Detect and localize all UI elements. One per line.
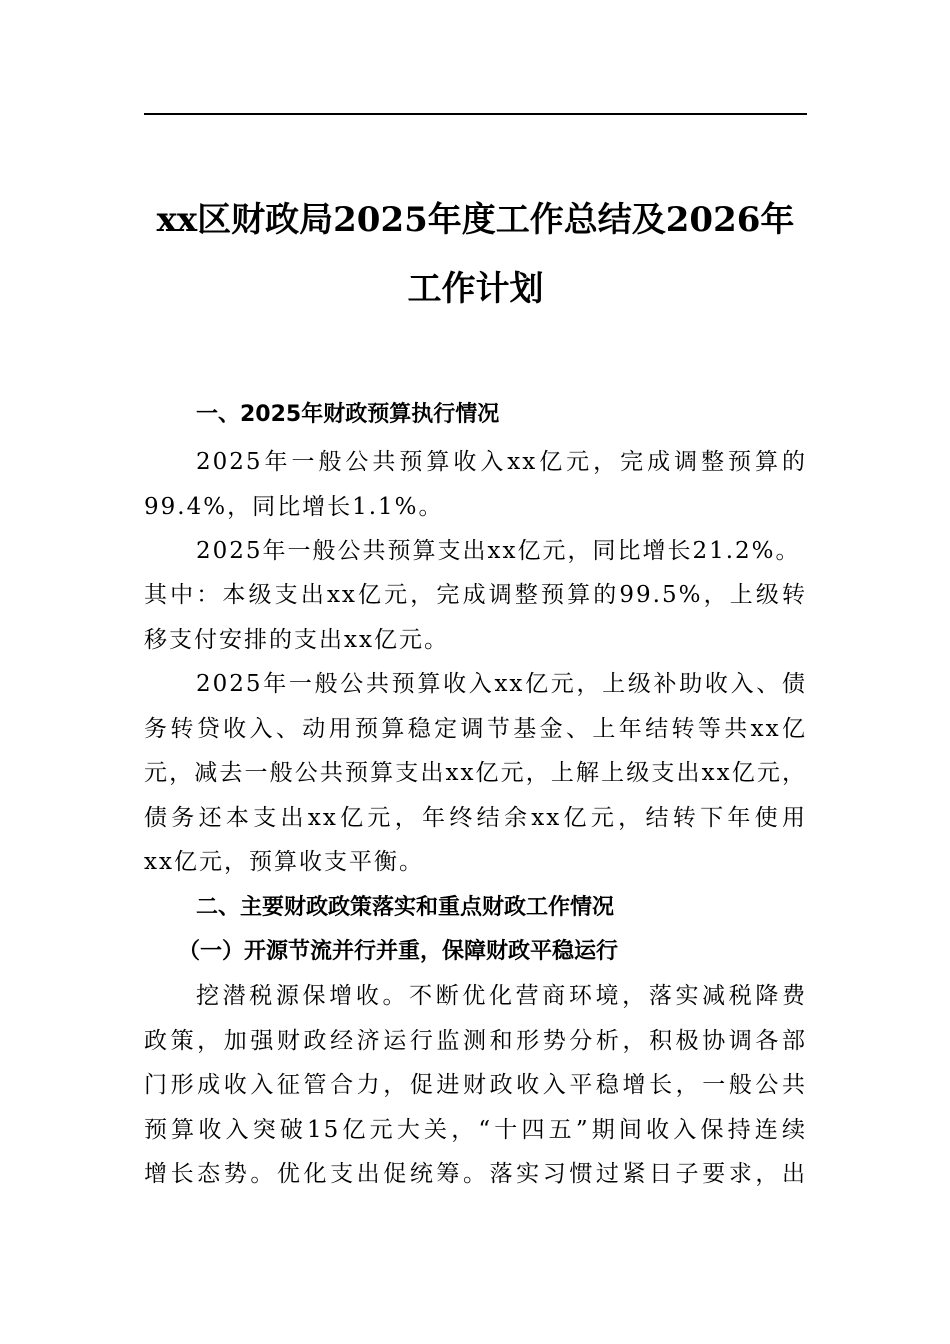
paragraph-line: 移支付安排的支出xx亿元。 [144, 627, 449, 653]
header-rule [144, 113, 807, 115]
document-title-line-1: xx区财政局2025年度工作总结及2026年 [156, 200, 795, 240]
paragraph-line: 挖潜税源保增收。不断优化营商环境，落实减税降费 [196, 983, 807, 1009]
paragraph-line: 政策，加强财政经济运行监测和形势分析，积极协调各部 [144, 1028, 807, 1054]
paragraph-line: 元，减去一般公共预算支出xx亿元，上解上级支出xx亿元， [144, 760, 807, 786]
section-1-heading: 一、2025年财政预算执行情况 [196, 402, 500, 427]
paragraph-line: 增长态势。优化支出促统筹。落实习惯过紧日子要求，出 [144, 1161, 807, 1187]
section-2-subheading: （一）开源节流并行并重，保障财政平稳运行 [178, 939, 619, 964]
section-2-heading: 二、主要财政政策落实和重点财政工作情况 [196, 895, 615, 920]
document-title-line-2: 工作计划 [407, 269, 544, 309]
paragraph-line: xx亿元，预算收支平衡。 [144, 849, 424, 875]
paragraph-line: 2025年一般公共预算收入xx亿元，完成调整预算的 [196, 449, 807, 475]
paragraph-line: 99.4%，同比增长1.1%。 [144, 494, 444, 520]
paragraph-line: 2025年一般公共预算收入xx亿元，上级补助收入、债 [196, 671, 807, 697]
paragraph-line: 务转贷收入、动用预算稳定调节基金、上年结转等共xx亿 [144, 716, 807, 742]
paragraph-line: 债务还本支出xx亿元，年终结余xx亿元，结转下年使用 [144, 805, 807, 831]
paragraph-line: 其中：本级支出xx亿元，完成调整预算的99.5%，上级转 [144, 582, 807, 608]
paragraph-line: 门形成收入征管合力，促进财政收入平稳增长，一般公共 [144, 1072, 807, 1098]
paragraph-line: 预算收入突破15亿元大关，“十四五”期间收入保持连续 [144, 1117, 807, 1143]
paragraph-line: 2025年一般公共预算支出xx亿元，同比增长21.2%。 [196, 538, 801, 564]
